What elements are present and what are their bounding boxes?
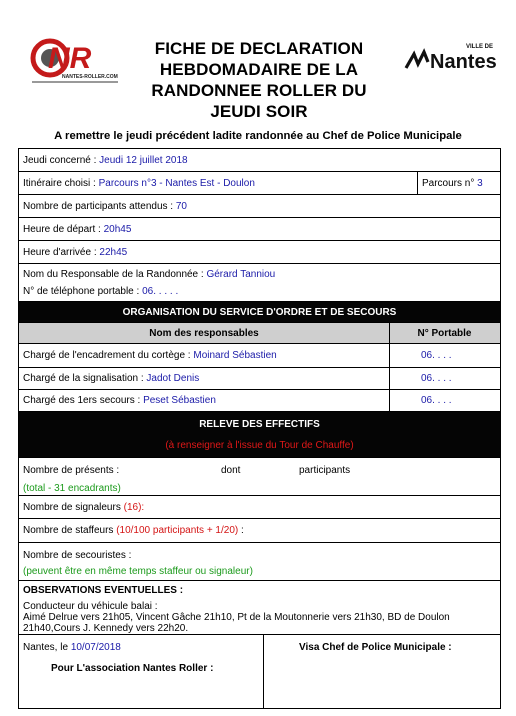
nantes-roller-logo [28,34,124,86]
service-row-signalisation: Chargé de la signalisation : Jadot Denis 06. . . . [19,368,500,390]
svg-text:Nantes: Nantes [430,51,497,73]
col-names-header: Nom des responsables [149,328,259,339]
responsable-label: Nom du Responsable de la Randonnée : [23,269,207,280]
signalisation-name[interactable]: Jadot Denis [146,373,200,384]
signaleurs-value: (16): [123,502,145,513]
telephone-label: N° de téléphone portable : [23,286,143,297]
service-row-encadrement: Chargé de l'encadrement du cortège : Moinard Sébastien 06. . . . [19,344,500,368]
depart-value[interactable]: 20h45 [103,224,132,235]
document-subtitle: A remettre le jeudi précédent ladite randonnée au Chef de Police Municipale [54,130,462,142]
effectifs-heading: RELEVE DES EFFECTIFS [199,419,320,430]
participants-value[interactable]: 70 [175,201,187,212]
arrivee-label: Heure d'arrivée : [23,247,100,258]
observations-line-3: 21h40,Cours J. Kennedy vers 22h20. [23,623,189,634]
observations-row [19,581,500,635]
place-label: Nantes, le [23,642,71,653]
staffeurs-row: Nombre de staffeurs (10/100 participants + 1/20) : [19,519,500,543]
observations-line-1: Conducteur du véhicule balai : [23,601,158,612]
responsable-value[interactable]: Gérard Tanniou [206,269,276,280]
jeudi-label: Jeudi concerné : [23,155,100,166]
declaration-form [18,148,501,709]
effectifs-heading-row [19,412,500,458]
participants-row [19,195,500,218]
signature-row [19,635,500,708]
service-row-secours: Chargé des 1ers secours : Peset Sébastien 06. . . . [19,390,500,412]
presents-row [19,458,500,496]
parcours-label: Parcours n° [422,178,478,189]
date-value[interactable]: 10/07/2018 [70,642,121,653]
signaleurs-label: Nombre de signaleurs [23,502,124,513]
service-heading: ORGANISATION DU SERVICE D'ORDRE ET DE SECOURS [122,307,397,318]
itineraire-value[interactable]: Parcours n°3 - Nantes Est - Doulon [98,178,255,189]
col-portable-header: N° Portable [417,328,472,339]
telephone-value[interactable]: 06. . . . . [142,286,179,297]
staffeurs-label: Nombre de staffeurs [23,525,117,536]
observations-line-2: Aimé Delrue vers 21h05, Vincent Gâche 21h10, Pt de la Moutonnerie vers 21h30, BD de Doulon [23,612,450,623]
service-heading-row [19,302,500,323]
association-label: Pour L'association Nantes Roller : [51,663,214,674]
participants-word: participants [299,465,351,476]
svg-text:VILLE DE: VILLE DE [466,44,494,50]
depart-label: Heure de départ : [23,224,104,235]
document-title: FICHE DE DECLARATION HEBDOMADAIRE DE LA RANDONNEE ROLLER DU JEUDI SOIR [151,39,367,121]
staffeurs-value: (10/100 participants + 1/20) [116,525,239,536]
dont-label: dont [221,465,241,476]
jeudi-row [19,149,500,172]
participants-label: Nombre de participants attendus : [23,201,176,212]
responsable-row [19,264,500,302]
signaleurs-row [19,496,500,519]
ville-de-nantes-logo [404,40,504,76]
effectifs-subheading: (à renseigner à l'issue du Tour de Chauffe) [165,440,354,451]
secouristes-label: Nombre de secouristes : [23,550,132,561]
secouristes-row [19,543,500,581]
arrivee-row [19,241,500,264]
arrivee-value[interactable]: 22h45 [99,247,128,258]
total-encadrants: (total - 31 encadrants) [23,483,121,494]
service-column-headers [19,323,500,344]
secouristes-note: (peuvent être en même temps staffeur ou signaleur) [23,566,253,577]
itineraire-label: Itinéraire choisi : [23,178,99,189]
parcours-value[interactable]: 3 [477,178,483,189]
encadrement-name[interactable]: Moinard Sébastien [193,350,277,361]
secours-name[interactable]: Peset Sébastien [143,395,216,406]
jeudi-value[interactable]: Jeudi 12 juillet 2018 [99,155,188,166]
logo-nr-text: NR [48,42,92,75]
presents-label: Nombre de présents : [23,465,120,476]
secours-phone[interactable]: 06. . . . [421,395,452,406]
encadrement-phone[interactable]: 06. . . . [421,350,452,361]
visa-label: Visa Chef de Police Municipale : [299,642,452,653]
observations-heading: OBSERVATIONS EVENTUELLES : [23,585,184,596]
signalisation-phone[interactable]: 06. . . . [421,373,452,384]
depart-row [19,218,500,241]
itineraire-row [19,172,500,195]
logo-nr-caption: NANTES-ROLLER.COM [62,74,118,80]
